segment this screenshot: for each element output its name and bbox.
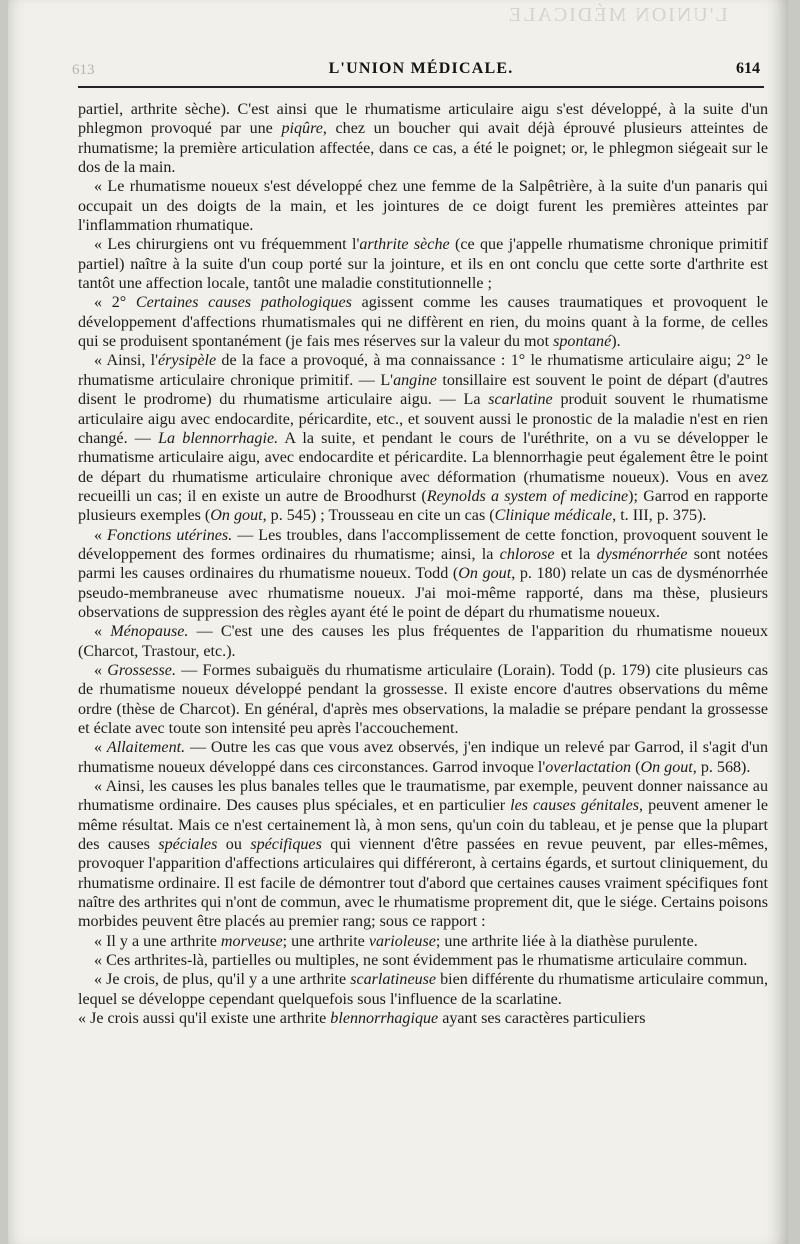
text-run: ou (217, 836, 251, 854)
text-run: « Ces arthrites-là, partielles ou multiples, ne sont évidemment pas le rhumatisme articulaire commun. (94, 952, 748, 970)
italic-text: Ménopause. (110, 623, 189, 641)
italic-text: chlorose (499, 545, 555, 563)
paragraph (78, 351, 768, 525)
italic-text: On gout (640, 758, 693, 776)
show-through-text (8, 0, 788, 40)
text-run: — Outre les cas que vous avez observés, j'en indique un relevé par Garrod, il s'agit d'un rhumatisme noueux développé dans ces circonstances. Garrod invoque l' (78, 739, 768, 776)
show-through-page-number: 613 (72, 62, 95, 78)
italic-text: Reynolds a system of medicine (426, 487, 629, 505)
italic-text: angine (393, 371, 437, 389)
text-run: , chez un boucher qui avait déjà éprouvé plusieurs atteintes de rhumatisme; la première articulation affectée, dans ce cas, a été le poignet; or, le phlegmon siégeait sur le dos de la main. (78, 120, 768, 177)
text-run: « (94, 623, 111, 641)
journal-title: L'UNION MÉDICALE. (328, 60, 514, 77)
text-run: « Il y a une arthrite (94, 932, 221, 950)
italic-text: scarlatineuse (350, 971, 437, 989)
page-number: 614 (736, 60, 760, 77)
text-run: partiel, arthrite sèche). C'est ainsi que le rhumatisme articulaire aigu s'est développé, à la suite d'un phlegmon provoqué par une (78, 101, 768, 138)
paragraph (78, 177, 768, 235)
text-run: , t. III, p. 375). (612, 507, 707, 525)
text-run: agissent comme les causes traumatiques et provoquent le développement d'affections rhumatismales qui ne diffèrent en rien, du moins quant à la forme, de celles qui se produisent spontanément (je fais mes réserves sur la valeur du mot (78, 294, 769, 351)
text-run: « Les chirurgiens ont vu fréquemment l' (94, 236, 360, 254)
mirrored-header-ghost: L'UNION MÉDICALE (507, 4, 728, 26)
paragraph (78, 951, 768, 970)
body-text (78, 100, 768, 1029)
paragraph (78, 738, 768, 777)
text-run: — Formes subaiguës du rhumatisme articulaire (Lorain). Todd (p. 179) cite plusieurs cas de rhumatisme noueux développé pendant la grossesse. Il existe encore d'autres observations du même ordre (thèse de Charcot). En général, d'après mes observations, la maladie se prépare pendant la grossesse et éclate avec toute son intensité peu après l'accouchement. (78, 661, 769, 737)
text-run: ; une arthrite (282, 932, 369, 950)
text-run: bien différente du rhumatisme articulaire commun, lequel se développe cependant quelquefois sous l'influence de la scarlatine. (78, 971, 768, 1008)
text-run: — C'est une des causes les plus fréquentes de l'apparition du rhumatisme noueux (Charcot, Trastour, etc.). (78, 623, 769, 660)
text-run: — Les troubles, dans l'accomplissement de cette fonction, provoquent souvent le développement des formes ordinaires du rhumatisme; ainsi, la (78, 526, 768, 563)
text-run: produit souvent le rhumatisme articulaire aigu avec endocardite, péricardite, etc., et souvent aussi le pronostic de la maladie n'est en rien changé. — (78, 391, 769, 447)
page (8, 0, 788, 1244)
italic-text: spécifiques (250, 836, 322, 854)
running-header (72, 56, 764, 88)
paragraph (78, 100, 768, 177)
italic-text: On gout (458, 565, 512, 583)
italic-text: spéciales (158, 836, 218, 854)
text-run: , p. 568). (692, 758, 751, 776)
text-run: , p. 180) relate un cas de dysménorrhée pseudo-membraneuse avec rhumatisme noueux. J'ai moi-même rapporté, dans ma thèse, plusieurs observations de suppression des règles ayant été le point de départ du rhumatisme noueux. (78, 565, 768, 621)
italic-text: Certaines causes pathologiques (135, 294, 352, 312)
italic-text: La blennorrhagie. (158, 429, 279, 447)
paragraph (78, 526, 768, 623)
paragraph (78, 970, 768, 1009)
text-run: « 2° (94, 294, 136, 312)
text-run: ). (611, 333, 621, 351)
paragraph (78, 932, 768, 951)
paragraph (78, 661, 768, 738)
italic-text: arthrite sèche (359, 236, 450, 254)
italic-text: dysménorrhée (596, 545, 688, 563)
text-run: et la (554, 545, 597, 563)
italic-text: On gout (210, 507, 263, 525)
paragraph (78, 235, 768, 293)
text-run: ; une arthrite liée à la diathèse purulente. (435, 932, 698, 950)
italic-text: les causes génitales (510, 797, 640, 815)
paragraph (78, 777, 768, 932)
text-run: « Je crois aussi qu'il existe une arthrite (78, 1010, 331, 1028)
italic-text: érysipèle (158, 352, 217, 370)
italic-text: Allaitement. (106, 739, 186, 757)
italic-text: varioleuse (368, 932, 436, 950)
text-run: « (94, 661, 108, 679)
italic-text: blennorrhagique (330, 1010, 439, 1028)
text-run: « Ainsi, l' (94, 352, 159, 370)
text-run: sont notées parmi les causes ordinaires du rhumatisme noueux. Todd ( (78, 545, 768, 583)
text-run: de la face a provoqué, à ma connaissance : 1° le rhumatisme articulaire aigu; 2° le rhumatisme articulaire chronique primitif. — L' (78, 352, 768, 389)
text-run: ); Garrod en rapporte plusieurs exemples ( (78, 487, 768, 525)
italic-text: spontané (553, 333, 612, 351)
text-run: (ce que j'appelle rhumatisme chronique primitif partiel) naître à la suite d'un coup porté sur la jointure, et ils en ont conclu que cette sorte d'arthrite est tantôt une affection locale, tantôt une maladie constitutionnelle ; (78, 236, 768, 293)
text-run: , peuvent amener le même résultat. Mais ce n'est certainement là, à mon sens, qu'un coin du tableau, et je pense que la plupart des causes (78, 797, 769, 854)
paragraph (78, 293, 768, 351)
text-run: ayant ses caractères particuliers (438, 1010, 646, 1028)
text-run: « (94, 739, 107, 757)
text-run: qui viennent d'être passées en revue peuvent, par elles-mêmes, provoquer l'apparition d'affections articulaires qui différeront, à certains égards, et surtout cliniquement, du rhumatisme ordinaire. Il est facile de démontrer tout d'abord que certaines causes vraiment spécifiques font naître des arthrites qui n'ont de commun, avec le rhumatisme proprement dit, que le siége. Certains poisons morbides peuvent être placés au premier rang; sous ce rapport : (78, 836, 769, 931)
italic-text: Grossesse. (107, 661, 176, 679)
paragraph (78, 1009, 768, 1028)
italic-text: overlactation (545, 758, 632, 776)
text-run: « Le rhumatisme noueux s'est développé chez une femme de la Salpêtrière, à la suite d'un panaris qui occupait un des doigts de la main, et les jointures de ce doigt furent les premières atteintes par l'inflammation rhumatique. (78, 178, 768, 235)
text-run: « Je crois, de plus, qu'il y a une arthrite (94, 971, 351, 989)
text-run: , p. 545) ; Trousseau en cite un cas ( (262, 507, 495, 525)
text-run: tonsillaire est souvent le point de départ (d'autres disent le prodrome) du rhumatisme articulaire aigu. — La (78, 371, 768, 409)
text-run: ( (631, 758, 641, 776)
paragraph (78, 622, 768, 661)
italic-text: scarlatine (488, 391, 553, 409)
text-run: « Ainsi, les causes les plus banales telles que le traumatisme, par exemple, peuvent donner naissance au rhumatisme ordinaire. Des causes plus spéciales, et en particulier (78, 778, 768, 815)
italic-text: Fonctions utérines. (107, 526, 233, 544)
italic-text: Clinique médicale (494, 507, 613, 525)
italic-text: piqûre (281, 120, 323, 138)
italic-text: morveuse (220, 932, 283, 950)
text-run: « (94, 526, 108, 544)
text-run: A la suite, et pendant le cours de l'uréthrite, on a vu se développer le rhumatisme articulaire aigu, avec endocardite et péricardite. La blennorrhagie peut également être le point de départ du rhumatisme articulaire chronique avec déformation (rhumatisme noueux). Vous en avez recueilli un cas; il en existe un autre de Broodhurst ( (78, 429, 768, 505)
